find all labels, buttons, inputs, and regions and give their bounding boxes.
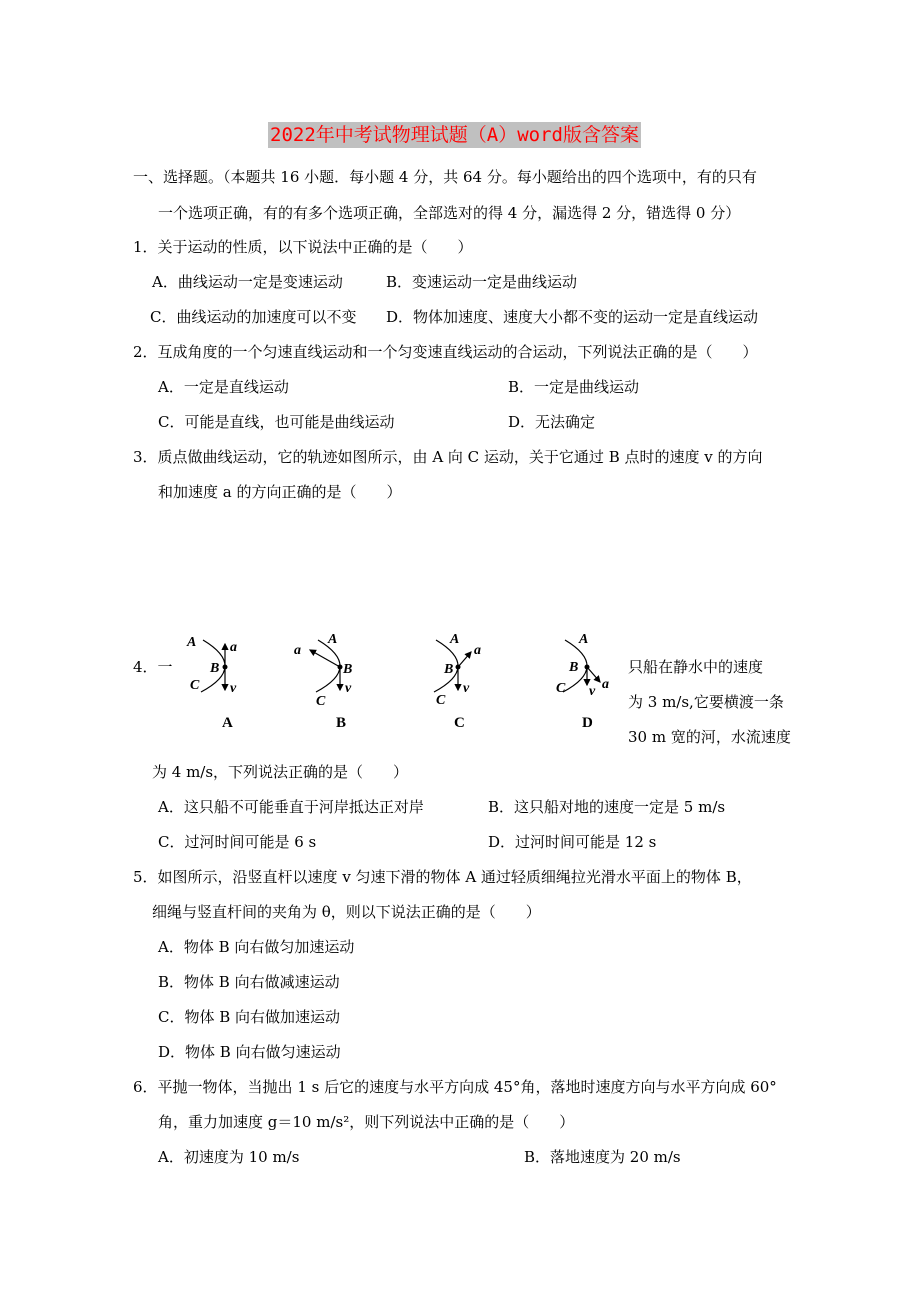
acceleration-arrow xyxy=(587,667,600,682)
q1-option-c: C．曲线运动的加速度可以不变 xyxy=(150,308,357,326)
label-a-point: A xyxy=(187,635,197,650)
figure-c xyxy=(418,632,498,712)
label-a-point: A xyxy=(579,632,589,647)
q6-option-a: A．初速度为 10 m/s xyxy=(158,1148,300,1166)
q2-option-d: D．无法确定 xyxy=(508,413,596,431)
figure-b-label: B xyxy=(336,715,347,731)
q5-option-b: B．物体 B 向右做减速运动 xyxy=(158,973,340,991)
label-vel: v xyxy=(589,684,596,699)
q1-option-d: D．物体加速度、速度大小都不变的运动一定是直线运动 xyxy=(386,308,759,326)
label-accel: a xyxy=(230,640,237,655)
acceleration-arrow xyxy=(310,650,340,667)
label-vel: v xyxy=(345,681,352,696)
figure-d-label: D xyxy=(582,715,593,731)
q2-stem: 2．互成角度的一个匀速直线运动和一个匀变速直线运动的合运动，下列说法正确的是（ ） xyxy=(133,343,758,361)
q4-right-3: 30 m 宽的河，水流速度 xyxy=(628,728,791,746)
label-c-point: C xyxy=(556,681,566,696)
q6-stem: 6．平抛一物体，当抛出 1 s 后它的速度与水平方向成 45°角，落地时速度方向与水平方向成 60° xyxy=(133,1078,777,1096)
q1-option-a: A．曲线运动一定是变速运动 xyxy=(152,273,343,291)
q5-option-d: D．物体 B 向右做匀速运动 xyxy=(158,1043,341,1061)
q5-stem-cont: 细绳与竖直杆间的夹角为 θ，则以下说法正确的是（ ） xyxy=(152,903,541,921)
q4-right-2: 为 3 m/s,它要横渡一条 xyxy=(628,693,784,711)
q4-option-b: B．这只船对地的速度一定是 5 m/s xyxy=(488,798,726,816)
q2-option-b: B．一定是曲线运动 xyxy=(508,378,640,396)
label-accel: a xyxy=(294,643,301,658)
label-accel: a xyxy=(474,643,481,658)
label-b-point: B xyxy=(210,661,220,676)
q5-option-c: C．物体 B 向右做加速运动 xyxy=(158,1008,341,1026)
label-b-point: B xyxy=(444,662,454,677)
q2-option-a: A．一定是直线运动 xyxy=(158,378,289,396)
q4-option-a: A．这只船不可能垂直于河岸抵达正对岸 xyxy=(158,798,424,816)
document-title: 2022年中考试物理试题（A）word版含答案 xyxy=(270,124,639,146)
q2-option-c: C．可能是直线，也可能是曲线运动 xyxy=(158,413,395,431)
figure-c-label: C xyxy=(454,715,465,731)
q1-stem: 1．关于运动的性质，以下说法中正确的是（ ） xyxy=(133,238,473,256)
acceleration-arrow xyxy=(458,652,471,667)
q6-option-b: B．落地速度为 20 m/s xyxy=(524,1148,681,1166)
figure-d xyxy=(547,632,627,712)
figure-b xyxy=(294,632,380,712)
section-heading: 一、选择题。（本题共 16 小题．每小题 4 分，共 64 分。每小题给出的四个选项中，有的只有 xyxy=(133,168,757,186)
q3-stem-cont: 和加速度 a 的方向正确的是（ ） xyxy=(158,483,402,501)
label-b-point: B xyxy=(343,662,353,677)
point-b xyxy=(223,665,228,670)
label-b-point: B xyxy=(569,660,579,675)
q4-stem: 为 4 m/s，下列说法正确的是（ ） xyxy=(152,763,409,781)
label-a-point: A xyxy=(450,632,460,647)
q5-stem: 5．如图所示，沿竖直杆以速度 v 匀速下滑的物体 A 通过轻质细绳拉光滑水平面上的物体 B， xyxy=(133,868,752,886)
label-vel: v xyxy=(230,681,237,696)
q4-option-c: C．过河时间可能是 6 s xyxy=(158,833,317,851)
label-c-point: C xyxy=(316,694,326,709)
q4-start: 4．一 xyxy=(133,658,173,676)
label-a-point: A xyxy=(328,632,338,647)
q4-option-d: D．过河时间可能是 12 s xyxy=(488,833,657,851)
q1-option-b: B．变速运动一定是曲线运动 xyxy=(386,273,578,291)
q6-stem-cont: 角，重力加速度 g＝10 m/s²，则下列说法中正确的是（ ） xyxy=(158,1113,575,1131)
label-c-point: C xyxy=(190,678,200,693)
figure-a xyxy=(185,632,265,712)
section-heading-cont: 一个选项正确，有的有多个选项正确，全部选对的得 4 分，漏选得 2 分，错选得 0 分） xyxy=(158,204,741,222)
q3-stem: 3．质点做曲线运动，它的轨迹如图所示，由 A 向 C 运动，关于它通过 B 点时的速度 v 的方向 xyxy=(133,448,763,466)
label-accel: a xyxy=(602,677,609,692)
label-vel: v xyxy=(463,681,470,696)
q4-right-1: 只船在静水中的速度 xyxy=(628,658,764,676)
q5-option-a: A．物体 B 向右做匀加速运动 xyxy=(158,938,355,956)
label-c-point: C xyxy=(436,693,446,708)
figure-a-label: A xyxy=(222,715,233,731)
